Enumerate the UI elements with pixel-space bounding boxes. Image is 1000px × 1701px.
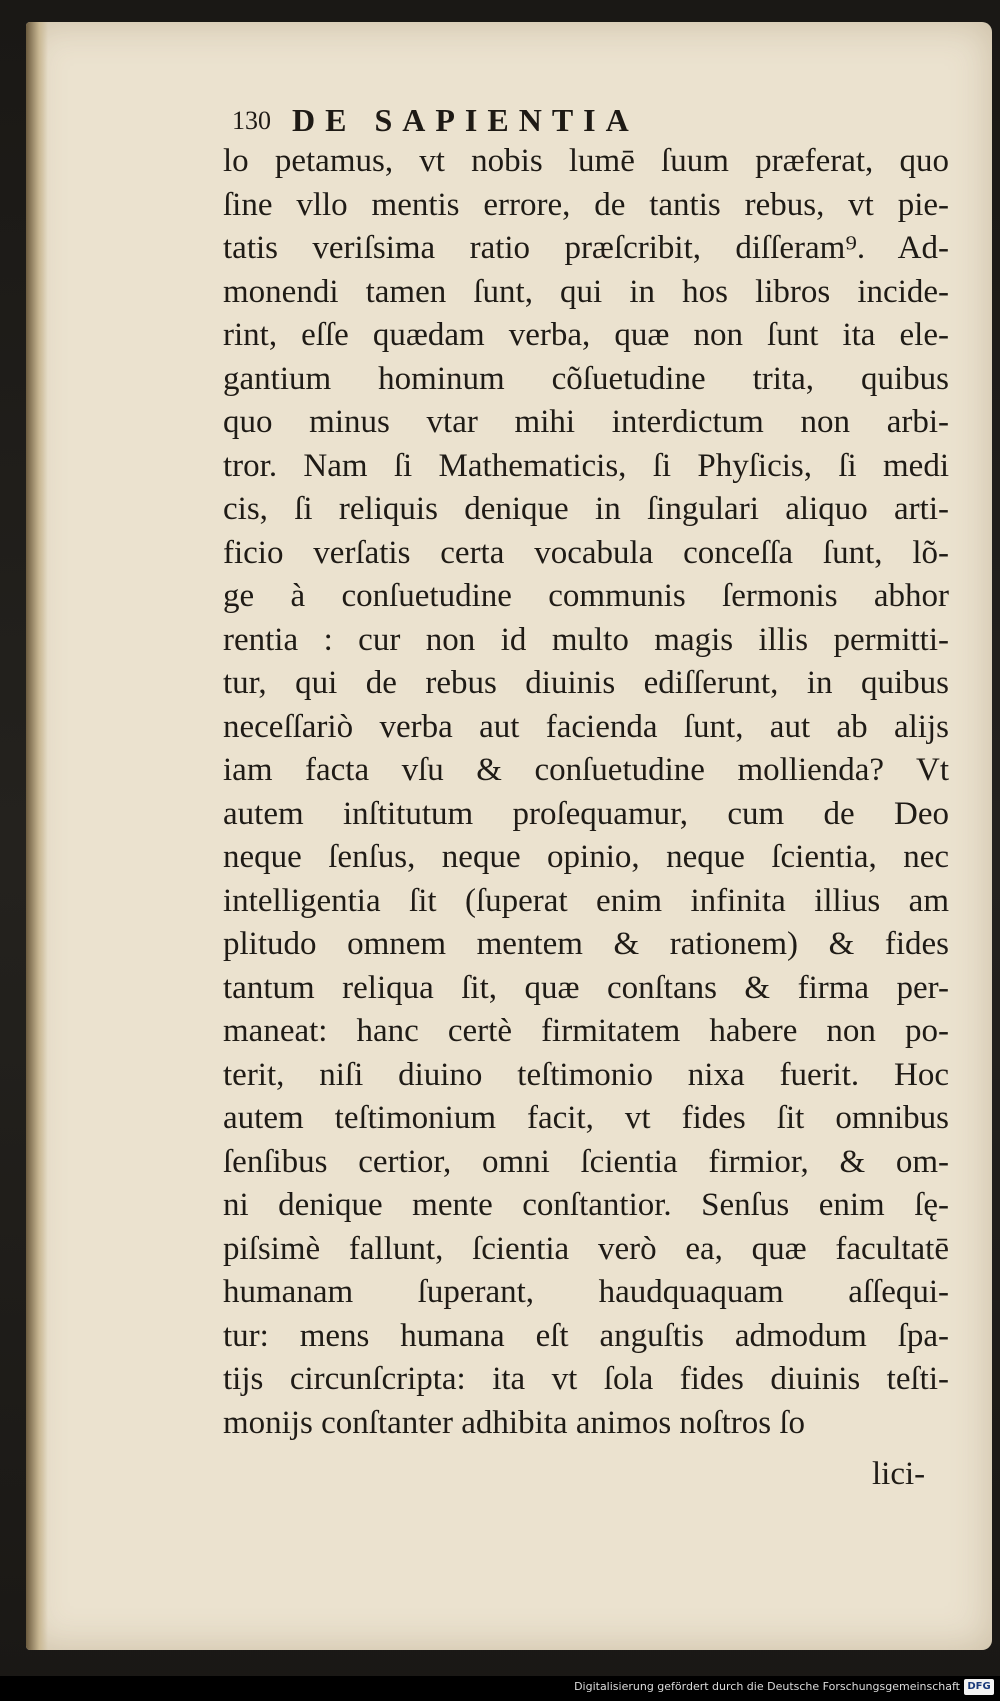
footer-bar xyxy=(0,1676,1000,1701)
page-gutter-shadow xyxy=(26,22,48,1650)
text-line: ſenſibus certior, omni ſcientia firmior, & om- xyxy=(223,1143,949,1180)
text-line: rentia : cur non id multo magis illis permitti- xyxy=(223,621,949,658)
text-line: neque ſenſus, neque opinio, neque ſcientia, nec xyxy=(223,839,949,875)
text-line: tur: mens humana eſt anguſtis admodum ſpa- xyxy=(223,1317,949,1354)
text-line: ſine vllo mentis errore, de tantis rebus, vt pie- xyxy=(223,186,949,223)
text-line: ge à conſuetudine communis ſermonis abhor xyxy=(223,578,949,614)
text-line: tror. Nam ſi Mathematicis, ſi Phyſicis, ſi medi xyxy=(223,447,949,484)
catchword: lici- xyxy=(872,1456,926,1492)
text-line: tantum reliqua ſit, quæ conſtans & firma per- xyxy=(223,969,949,1006)
text-line: ficio verſatis certa vocabula conceſſa ſunt, lõ- xyxy=(223,534,949,571)
running-head: DE SAPIENTIA xyxy=(292,102,639,138)
text-line: tatis veriſsima ratio præſcribit, diſſeram⁹. Ad- xyxy=(223,230,949,266)
text-line: monijs conſtanter adhibita animos noſtros ſo xyxy=(223,1404,805,1441)
text-line: humanam ſuperant, haudquaquam aſſequi- xyxy=(223,1274,949,1310)
text-line: neceſſariò verba aut facienda ſunt, aut ab alijs xyxy=(223,708,949,745)
page-header xyxy=(232,102,792,142)
text-line: lo petamus, vt nobis lumē ſuum præferat, quo xyxy=(223,143,949,179)
text-line: quo minus vtar mihi interdictum non arbi- xyxy=(223,404,949,440)
dfg-logo: DFG xyxy=(964,1679,994,1695)
text-line: gantium hominum cõſuetudine trita, quibus xyxy=(223,360,949,397)
text-line: terit, niſi diuino teſtimonio nixa fuerit. Hoc xyxy=(223,1056,949,1093)
body-text xyxy=(223,140,949,1445)
text-line: intelligentia ſit (ſuperat enim infinita illius am xyxy=(223,882,949,919)
text-line: monendi tamen ſunt, qui in hos libros incide- xyxy=(223,273,949,310)
text-line: tijs circunſcripta: ita vt ſola fides diuinis teſti- xyxy=(223,1361,949,1397)
text-line: autem inſtitutum proſequamur, cum de Deo xyxy=(223,795,949,832)
page-number: 130 xyxy=(232,106,271,135)
text-line: plitudo omnem mentem & rationem) & fides xyxy=(223,926,949,962)
text-line: rint, eſſe quædam verba, quæ non ſunt ita ele- xyxy=(223,317,949,353)
footer-credit: Digitalisierung gefördert durch die Deutsche Forschungsgemeinschaft xyxy=(574,1680,960,1693)
text-line: cis, ſi reliquis denique in ſingulari aliquo arti- xyxy=(223,491,949,527)
text-line: tur, qui de rebus diuinis ediſſerunt, in quibus xyxy=(223,665,949,701)
text-line: maneat: hanc certè firmitatem habere non po- xyxy=(223,1013,949,1049)
text-line: ni denique mente conſtantior. Senſus enim ſę- xyxy=(223,1187,949,1223)
text-line: iam facta vſu & conſuetudine mollienda? Vt xyxy=(223,752,949,788)
text-line: piſsimè fallunt, ſcientia verò ea, quæ facultatē xyxy=(223,1230,949,1267)
text-line: autem teſtimonium facit, vt fides ſit omnibus xyxy=(223,1100,949,1136)
